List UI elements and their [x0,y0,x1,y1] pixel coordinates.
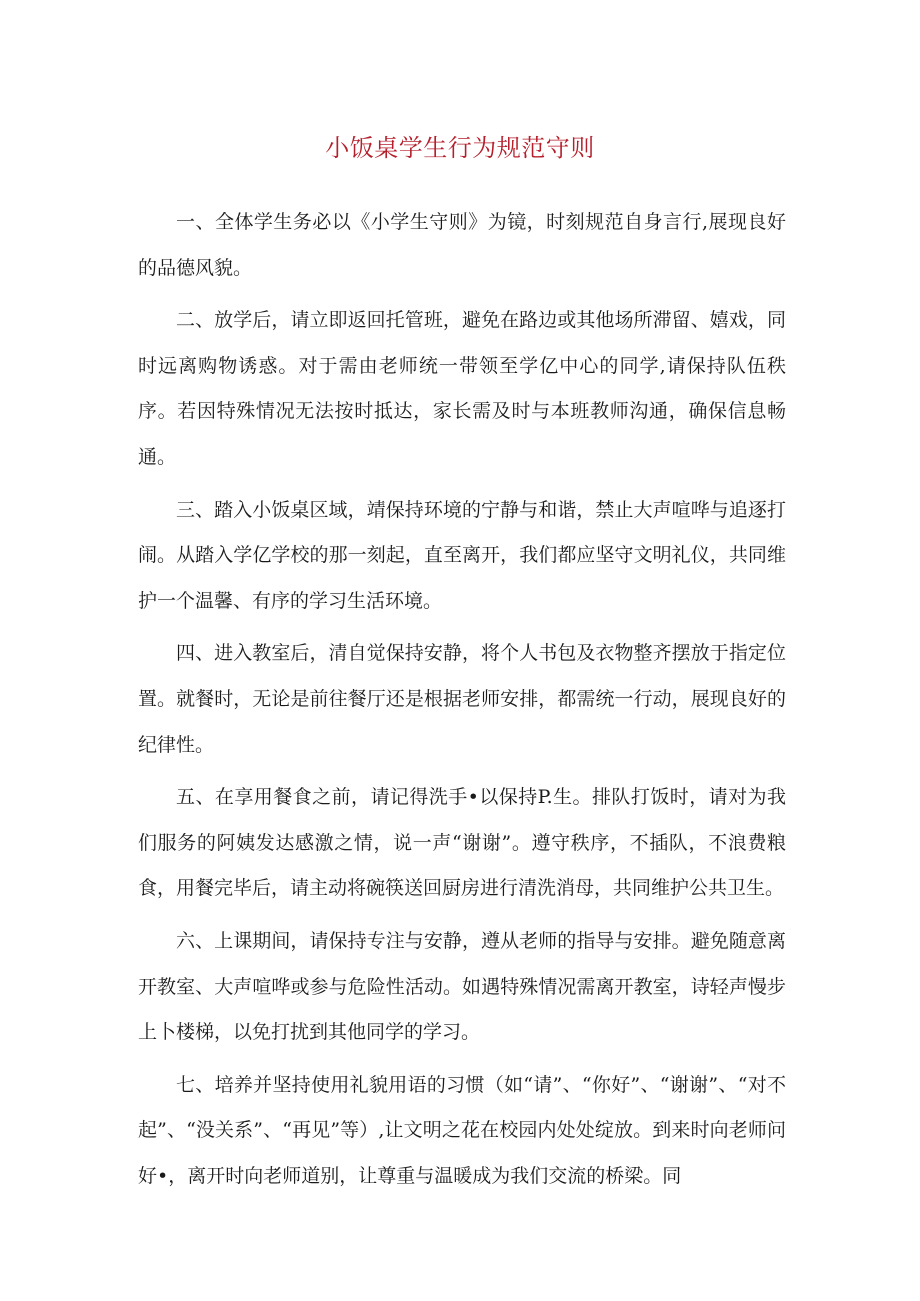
paragraph-6: 六、上课期间，请保持专注与安静，遵从老师的指导与安排。避免随意离开教室、大声喧哗或参与危险性活动。如遇特殊情况需离开教室，诗轻声慢步上卜楼梯，以免打扰到其他同学的学习。 [138,929,786,1044]
document-body [138,200,786,1206]
paragraph-1: 一、全体学生务必以《小学生守则》为镜，时刻规范自身言行,展现良好的品德风貌。 [138,211,786,279]
paragraph-7: 七、培养并坚持使用礼貌用语的习惯（如“请”、“你好”、“谢谢”、“对不起”、“没关系”、“再见”等）,让文明之花在校园内处处绽放。到来时向老师问好•，离开时向老师道别，让尊重与温暖成为我们交流的桥梁。同 [138,1073,786,1187]
document-title: 小饭桌学生行为规范守则 [325,134,595,162]
paragraph-2: 二、放学后，请立即返回托管班，避免在路边或其他场所滞留、嬉戏，同时远离购物诱惑。对于需由老师统一带领至学亿中心的同学,请保持队伍秩序。若因特殊情况无法按时抵达，家长需及时与本班教师沟通，确保信息畅通。 [138,309,786,468]
paragraph-5: 五、在享用餐食之前，请记得洗手•以保持P.生。排队打饭时，请对为我们服务的阿姨发达感激之情，说一声“谢谢”。遵守秩序，不插队，不浪费粮食，用餐完毕后，请主动将碗筷送回厨房进行清洗消母，共同维护公共卫生。 [138,786,786,900]
paragraph-4: 四、进入教室后，清自觉保持安静，将个人书包及衣物整齐摆放于指定位置。就餐时，无论是前往餐厅还是根据老师安排，都需统一行动，展现良好的纪律性。 [138,642,786,756]
paragraph-3: 三、踏入小饭桌区域，靖保持环境的宁静与和谐，禁止大声喧哗与追逐打闹。从踏入学亿学校的那一刻起，直至离开，我们都应坚守文明礼仪，共同维护一个温馨、有序的学习生活环境。 [138,498,786,612]
